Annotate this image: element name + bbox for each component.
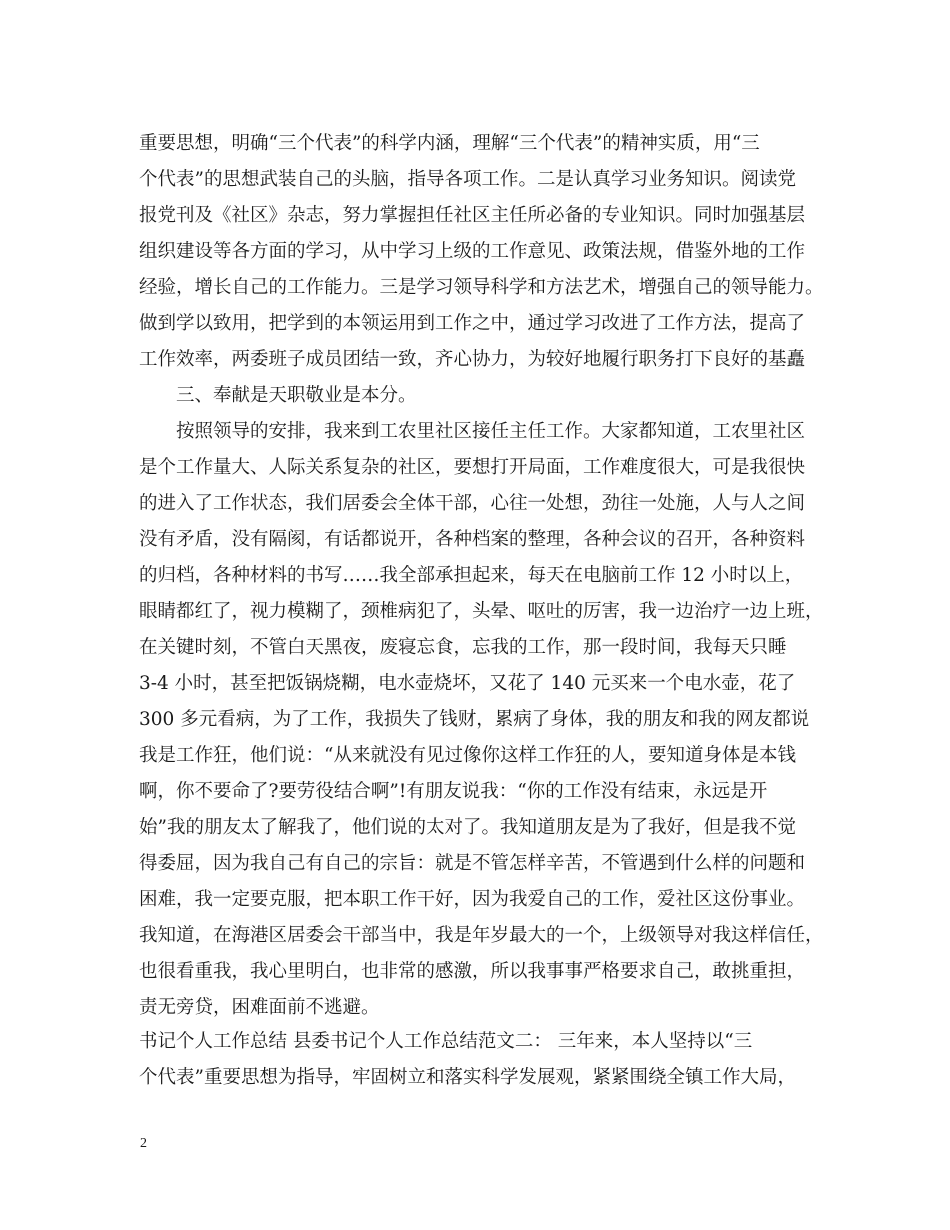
text-line: 我知道，在海港区居委会干部当中，我是年岁最大的一个，上级领导对我这样信任， — [139, 925, 824, 946]
text-line: 责无旁贷，困难面前不逃避。 — [139, 997, 380, 1018]
text-line: 重要思想，明确“三个代表”的科学内涵，理解“三个代表”的精神实质，用“三 — [139, 133, 760, 154]
text-line: 得委屈，因为我自己有自己的宗旨：就是不管怎样辛苦，不管遇到什么样的问题和 — [139, 853, 806, 874]
text-line: 在关键时刻，不管白天黑夜，废寝忘食，忘我的工作，那一段时间，我每天只睡 — [139, 637, 787, 658]
text-line: 3-4 小时，甚至把饭锅烧糊，电水壶烧坏，又花了 140 元买来一个电水壶，花了 — [139, 673, 796, 694]
text-line: 书记个人工作总结 县委书记个人工作总结范文二： 三年来，本人坚持以“三 — [139, 1031, 753, 1052]
text-line: 的归档，各种材料的书写……我全部承担起来，每天在电脑前工作 12 小时以上， — [139, 565, 804, 586]
text-line: 工作效率，两委班子成员团结一致，齐心协力，为较好地履行职务打下良好的基矗 — [139, 349, 806, 370]
text-line: 个代表”重要思想为指导，牢固树立和落实科学发展观，紧紧围绕全镇工作大局， — [139, 1067, 796, 1088]
text-line: 啊，你不要命了?要劳役结合啊”!有朋友说我：“你的工作没有结束，永远是开 — [139, 781, 768, 802]
text-line: 的进入了工作状态，我们居委会全体干部，心往一处想，劲往一处施，人与人之间 — [139, 493, 806, 514]
text-line: 个代表”的思想武装自己的头脑，指导各项工作。二是认真学习业务知识。阅读党 — [139, 169, 796, 190]
text-line: 做到学以致用，把学到的本领运用到工作之中，通过学习改进了工作方法，提高了 — [139, 313, 806, 334]
text-line: 经验，增长自己的工作能力。三是学习领导科学和方法艺术，增强自己的领导能力。 — [139, 277, 824, 298]
text-line: 也很看重我，我心里明白，也非常的感激，所以我事事严格要求自己，敢挑重担， — [139, 961, 806, 982]
text-line: 300 多元看病，为了工作，我损失了钱财，累病了身体，我的朋友和我的网友都说 — [139, 709, 810, 730]
text-line: 没有矛盾，没有隔阂，有话都说开，各种档案的整理，各种会议的召开，各种资料 — [139, 529, 806, 550]
text-line: 我是工作狂，他们说：“从来就没有见过像你这样工作狂的人，要知道身体是本钱 — [139, 745, 796, 766]
text-line: 报党刊及《社区》杂志，努力掌握担任社区主任所必备的专业知识。同时加强基层 — [139, 205, 806, 226]
page-number: 2 — [140, 1136, 147, 1151]
text-line: 按照领导的安排，我来到工农里社区接任主任工作。大家都知道，工农里社区 — [176, 421, 806, 442]
text-line: 是个工作量大、人际关系复杂的社区，要想打开局面，工作难度很大，可是我很快 — [139, 457, 806, 478]
section-heading: 三、奉献是天职敬业是本分。 — [176, 385, 417, 406]
text-line: 困难，我一定要克服，把本职工作干好，因为我爱自己的工作，爱社区这份事业。 — [139, 889, 806, 910]
text-line: 眼睛都红了，视力模糊了，颈椎病犯了，头晕、呕吐的厉害，我一边治疗一边上班， — [139, 601, 824, 622]
text-line: 组织建设等各方面的学习，从中学习上级的工作意见、政策法规，借鉴外地的工作 — [139, 241, 806, 262]
text-line: 始”我的朋友太了解我了，他们说的太对了。我知道朋友是为了我好，但是我不觉 — [139, 817, 796, 838]
